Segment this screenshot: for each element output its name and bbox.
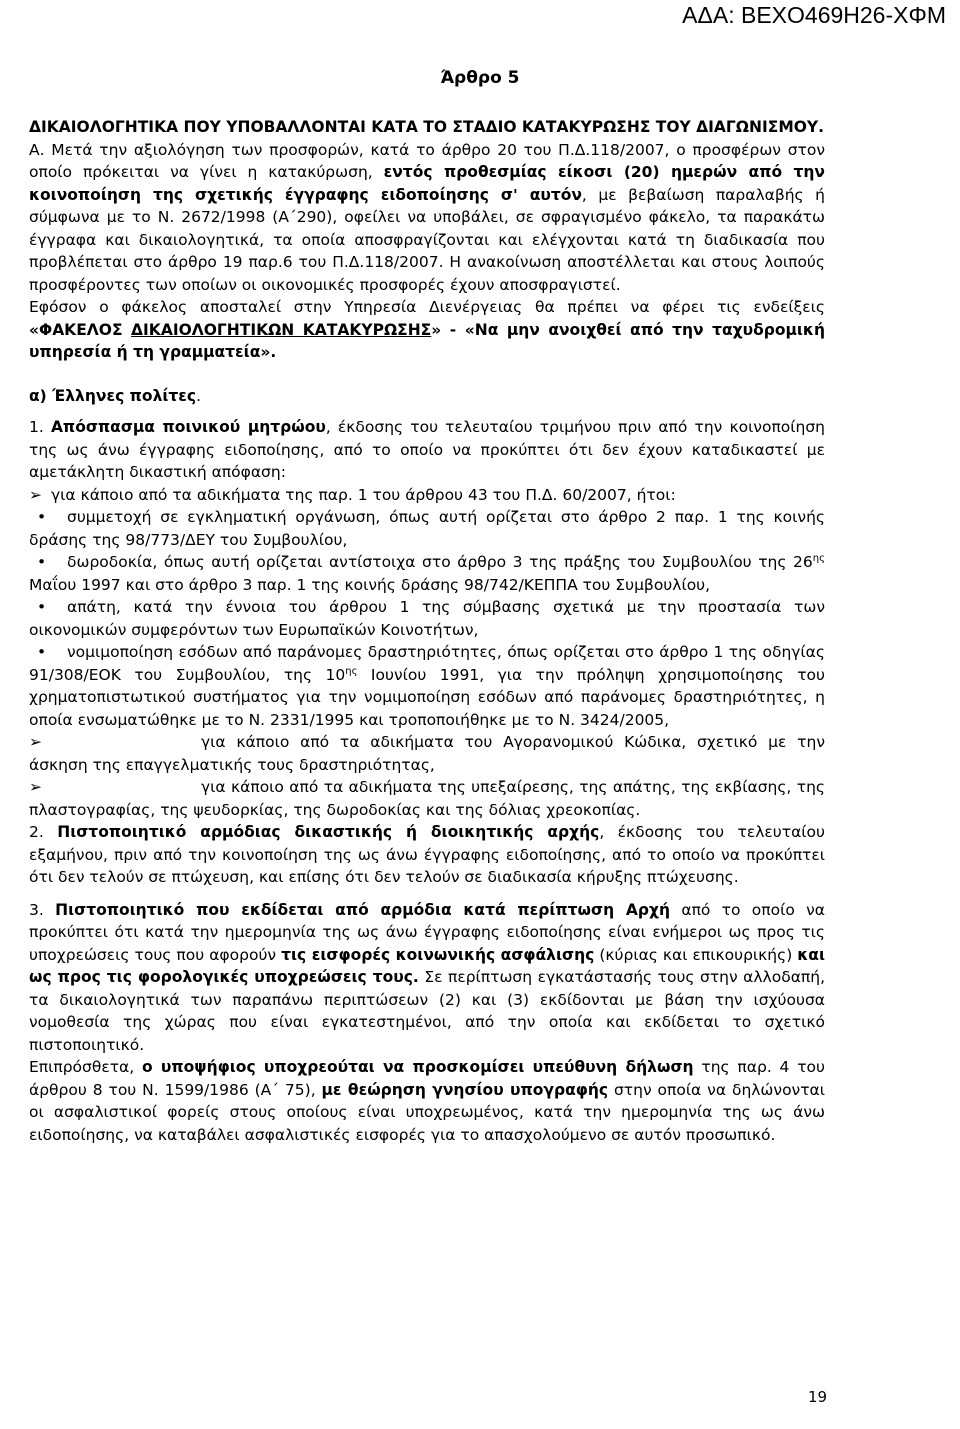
bold-underline-run: ΔΙΚΑΙΟΛΟΓΗΤΙΚΩΝ ΚΑΤΑΚΥΡΩΣΗΣ (131, 320, 432, 339)
bullet-icon: • (37, 553, 47, 571)
section-a-label: Α. (29, 140, 45, 159)
page-number: 19 (808, 1388, 828, 1406)
item-2 (29, 821, 825, 889)
bullet-item-2 (29, 551, 825, 596)
text-run: για κάποιο από τα αδικήματα της παρ. 1 του άρθρου 43 του Π.Δ. 60/2007, ήτοι: (51, 485, 676, 504)
text-run: της παρ. 4 του άρθρου 8 του Ν. 1599/1986 (Α΄ 75), (29, 1058, 826, 1099)
bold-run: και ως προς τις φορολογικές υποχρεώσεις τους. (29, 945, 825, 986)
bullet-icon: • (37, 643, 47, 661)
bold-run: Πιστοποιητικό αρμόδιας δικαστικής ή διοικητικής αρχής (57, 823, 600, 841)
text-run: για κάποιο από τα αδικήματα του Αγορανομικού Κώδικα, σχετικό με την άσκηση της επαγγελματικής τους δραστηριότητας, (29, 733, 825, 774)
bullet-icon: • (37, 508, 47, 526)
text-run: Μαΐου 1997 και στο άρθρο 3 παρ. 1 της κοινής δράσης 98/742/ΚΕΠΠΑ του Συμβουλίου, (29, 575, 711, 594)
ada-code: ΑΔΑ: ΒΕΧΟ469Η26-ΧΦΜ (682, 2, 946, 28)
bold-run: εντός προθεσμίας είκοσι (20) ημερών από την κοινοποίηση της σχετικής έγγραφης ειδοποίησης σ' αυτόν (29, 163, 825, 204)
paragraph-declaration (29, 1056, 825, 1146)
article-title: Άρθρο 5 (440, 68, 520, 88)
bold-run: τις εισφορές κοινωνικής ασφάλισης (281, 945, 595, 964)
bullet-item-1 (29, 506, 825, 551)
text-run: , έκδοσης του τελευταίου τριμήνου πριν από την κοινοποίηση της ως άνω έγγραφης ειδοποίησης, από το οποίο να προκύπτει ότι δεν έχουν καταδικαστεί με αμετάκλητη δικαστική απόφαση: (29, 418, 825, 481)
text-run: Σε περίπτωση εγκατάστασής τους στην αλλοδαπή, τα δικαιολογητικά των παραπάνω περιπτώσεων (2) και (3) εκδίδονται με βάση την ισχύουσα νομοθεσία της χώρας που είναι εγκατεστημένοι, από την οποία και εκδίδεται το σχετικό πιστοποιητικό. (29, 968, 825, 1054)
item-number: 1. (29, 418, 44, 436)
text-run: απάτη, κατά την έννοια του άρθρου 1 της σύμβασης σχετικά με την προστασία των οικονομικών συμφερόντων των Ευρωπαϊκών Κοινοτήτων, (29, 598, 825, 639)
text-run: συμμετοχή σε εγκληματική οργάνωση, όπως αυτή ορίζεται στο άρθρο 2 παρ. 1 της κοινής δράσης της 98/773/ΔΕΥ του Συμβουλίου, (29, 508, 825, 549)
bold-run: Πιστοποιητικό που εκδίδεται από αρμόδια κατά περίπτωση Αρχή (55, 900, 671, 919)
superscript: ης (812, 552, 825, 564)
bold-run: «ΦΑΚΕΛΟΣ (29, 320, 132, 339)
bold-run: ο υποψήφιος υποχρεούται να προσκομίσει υπεύθυνη δήλωση (142, 1058, 694, 1076)
arrow-item-1 (29, 484, 825, 507)
bullet-item-4 (29, 641, 825, 731)
arrow-icon: ➢ (29, 733, 42, 751)
article-body (29, 116, 825, 1146)
item-3 (29, 899, 825, 1057)
text-run: . (196, 386, 202, 405)
bold-run: α) Έλληνες πολίτες (29, 386, 197, 405)
arrow-icon: ➢ (29, 485, 42, 504)
text-run: στην οποία να δηλώνονται οι ασφαλιστικοί φορείς στους οποίους είναι υποχρεωμένος, κατά την ημερομηνία της ως άνω ειδοποίησης, να καταβάλει ασφαλιστικές εισφορές για το απασχολούμενο σε αυτόν προσωπικό. (29, 1080, 826, 1144)
item-1 (29, 416, 825, 484)
text-run: δωροδοκία, όπως αυτή ορίζεται αντίστοιχα στο άρθρο 3 της πράξης του Συμβουλίου της 26 (67, 553, 813, 571)
text-run: Ιουνίου 1991, για την πρόληψη χρησιμοποίησης του χρηματοπιστωτικού συστήματος για την νομιμοποίηση εσόδων από παράνομες δραστηριότητες, η οποία ενσωματώθηκε με το Ν. 2331/1995 και τροποποιήθηκε με το Ν. 3424/2005, (29, 665, 825, 729)
section-a-heading (29, 385, 825, 408)
item-number: 2. (29, 823, 44, 841)
paragraph-envelope (29, 296, 825, 364)
text-run: για κάποιο από τα αδικήματα της υπεξαίρεσης, της απάτης, της εκβίασης, της πλαστογραφίας, της ψευδορκίας, της δωροδοκίας και της δόλιας χρεοκοπίας. (29, 778, 825, 819)
text-run: από το οποίο να προκύπτει ότι κατά την ημερομηνία της ως άνω έγγραφης ειδοποίησης είναι ενήμεροι ως προς τις υποχρεώσεις τους που αφορούν (29, 900, 825, 964)
text-run: , με βεβαίωση παραλαβής ή σύμφωνα με το Ν. 2672/1998 (Α΄290), οφείλει να υποβάλει, σε σφραγισμένο φάκελο, τα παρακάτω έγγραφα και δικαιολογητικά, τα οποία αποσφραγίζονται και ελέγχονται κατά τη διαδικασία που προβλέπεται στο άρθρο 19 παρ.6 του Π.Δ.118/2007. Η ανακοίνωση αποστέλλεται και στους λοιπούς προσφέροντες των οποίων οι οικονομικές προσφορές έχουν αποσφραγιστεί. (29, 185, 825, 294)
arrow-item-3 (29, 776, 825, 821)
text-run: Εφόσον ο φάκελος αποσταλεί στην Υπηρεσία Διενέργειας θα πρέπει να φέρει τις ενδείξεις (29, 298, 825, 316)
bold-run: » - «Να μην ανοιχθεί από την ταχυδρομική υπηρεσία ή τη γραμματεία». (29, 320, 825, 361)
superscript: ης (345, 665, 358, 677)
text-run: Μετά την αξιολόγηση των προσφορών, κατά το άρθρο 20 του Π.Δ.118/2007, ο προσφέρων στον οποίο πρόκειται να γίνει η κατακύρωση, (29, 140, 825, 181)
bold-run: Απόσπασμα ποινικού μητρώου (50, 418, 326, 436)
text-run: Επιπρόσθετα, (29, 1058, 142, 1076)
bullet-icon: • (37, 598, 47, 616)
bullet-item-3 (29, 596, 825, 641)
arrow-icon: ➢ (29, 778, 42, 796)
article-heading: ΔΙΚΑΙΟΛΟΓΗΤΙΚΑ ΠΟΥ ΥΠΟΒΑΛΛΟΝΤΑΙ ΚΑΤΑ ΤΟ ΣΤΑΔΙΟ ΚΑΤΑΚΥΡΩΣΗΣ ΤΟΥ ΔΙΑΓΩΝΙΣΜΟΥ. (29, 118, 825, 136)
item-number: 3. (29, 900, 44, 919)
arrow-item-2 (29, 731, 825, 776)
text-run: (κύριας και επικουρικής) (594, 945, 798, 964)
text-run: νομιμοποίηση εσόδων από παράνομες δραστηριότητες, όπως ορίζεται στο άρθρο 1 της οδηγίας 91/308/ΕΟΚ του Συμβουλίου, της 10 (29, 643, 825, 684)
text-run: , έκδοσης του τελευταίου εξαμήνου, πριν από την κοινοποίηση της ως άνω έγγραφης ειδοποίησης, από το οποίο να προκύπτει ότι δεν τελούν σε πτώχευση, και επίσης ότι δεν τελούν σε διαδικασία κήρυξης πτώχευσης. (29, 823, 825, 886)
paragraph-intro (29, 139, 825, 297)
bold-run: με θεώρηση γνησίου υπογραφής (321, 1080, 609, 1099)
